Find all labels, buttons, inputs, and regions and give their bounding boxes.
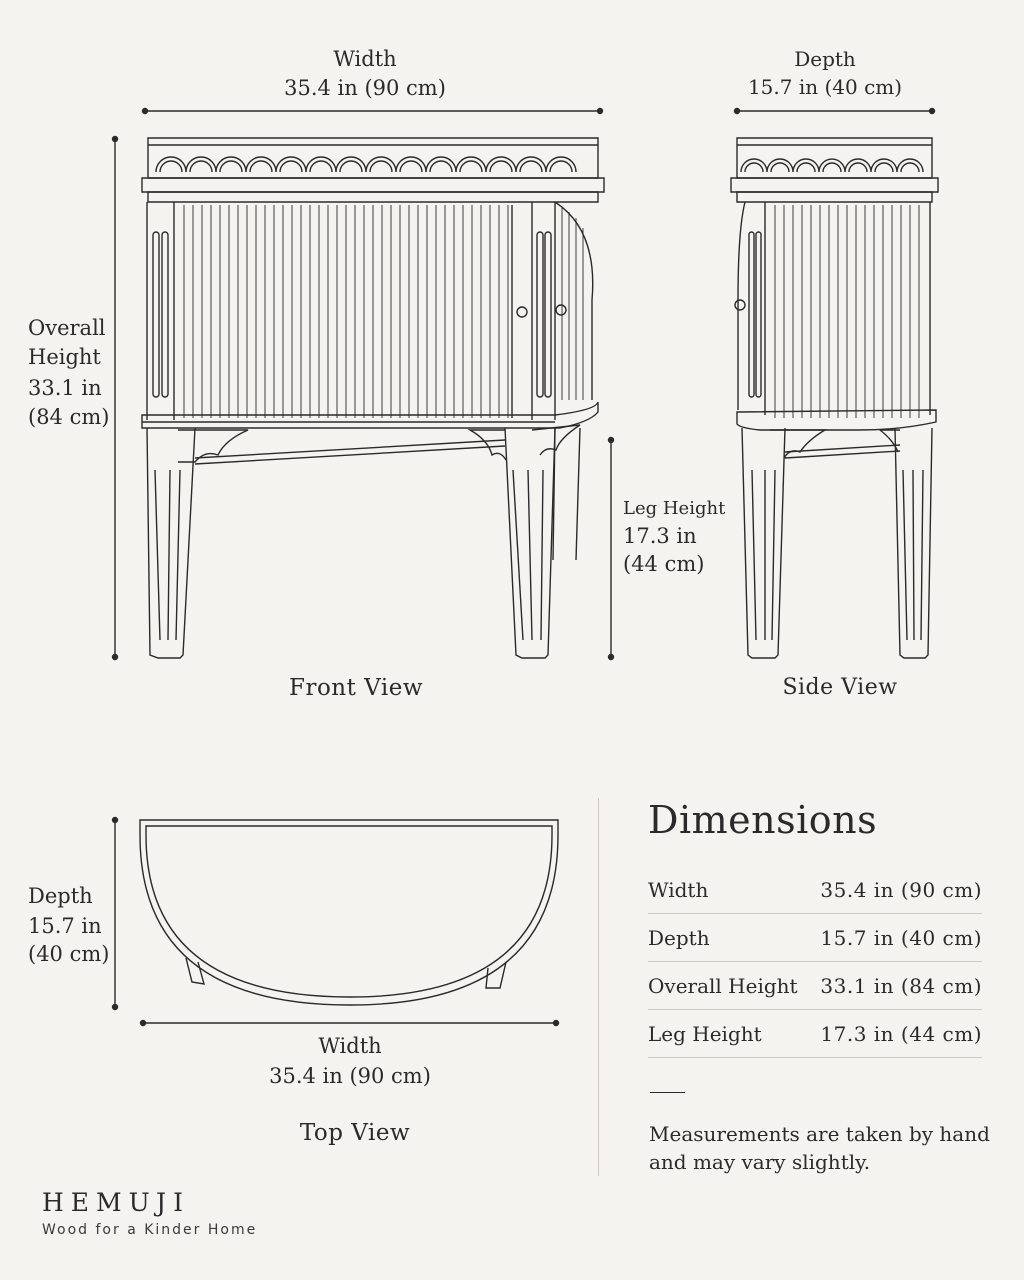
- leg-height-label: Leg Height: [623, 498, 726, 519]
- dimension-label: Depth: [648, 925, 710, 950]
- dimension-row-overall-height: [648, 962, 982, 1010]
- short-rule: [650, 1092, 685, 1093]
- side-depth-value: 15.7 in (40 cm): [747, 75, 903, 99]
- top-depth-value-cm: (40 cm): [28, 942, 110, 966]
- top-depth-label: Depth: [28, 884, 93, 908]
- dimension-label: Overall Height: [648, 973, 798, 998]
- top-width-value: 35.4 in (90 cm): [269, 1064, 431, 1088]
- dimension-value: 15.7 in (40 cm): [820, 925, 982, 950]
- dimensions-title: Dimensions: [648, 798, 878, 842]
- dimension-row-leg-height: [648, 1010, 982, 1058]
- front-view-caption: Front View: [288, 675, 424, 701]
- dimension-label: Leg Height: [648, 1021, 762, 1046]
- overall-height-value-in: 33.1 in: [28, 376, 102, 400]
- leg-height-value-in: 17.3 in: [623, 524, 697, 548]
- top-width-label: Width: [318, 1034, 382, 1058]
- dimensions-table: [648, 866, 982, 1058]
- top-view-drawing: [113, 818, 559, 1026]
- overall-height-label-2: Height: [28, 345, 101, 369]
- dimension-row-depth: [648, 914, 982, 962]
- leg-height-value-cm: (44 cm): [623, 552, 705, 576]
- dimension-row-width: [648, 866, 982, 914]
- overall-height-label-1: Overall: [28, 316, 106, 340]
- top-view-caption: Top View: [299, 1120, 411, 1146]
- vertical-divider: [598, 798, 599, 1176]
- dimension-value: 17.3 in (44 cm): [820, 1021, 982, 1046]
- dimension-label: Width: [648, 877, 709, 902]
- top-depth-value-in: 15.7 in: [28, 914, 102, 938]
- dimension-value: 33.1 in (84 cm): [820, 973, 982, 998]
- front-tambour-reeds: [184, 205, 583, 418]
- front-view-drawing: [113, 109, 614, 660]
- front-gallery-arches: [156, 157, 576, 172]
- side-depth-label: Depth: [794, 47, 856, 71]
- brand-tagline: Wood for a Kinder Home: [42, 1222, 258, 1238]
- front-width-value: 35.4 in (90 cm): [284, 76, 446, 100]
- side-view-drawing: [731, 109, 938, 659]
- side-view-caption: Side View: [782, 675, 898, 700]
- brand-logo: HEMUJI: [42, 1188, 190, 1217]
- dimension-value: 35.4 in (90 cm): [820, 877, 982, 902]
- front-width-label: Width: [333, 47, 397, 71]
- overall-height-value-cm: (84 cm): [28, 405, 110, 429]
- measurement-note: Measurements are taken by hand and may vary slightly.: [649, 1122, 990, 1174]
